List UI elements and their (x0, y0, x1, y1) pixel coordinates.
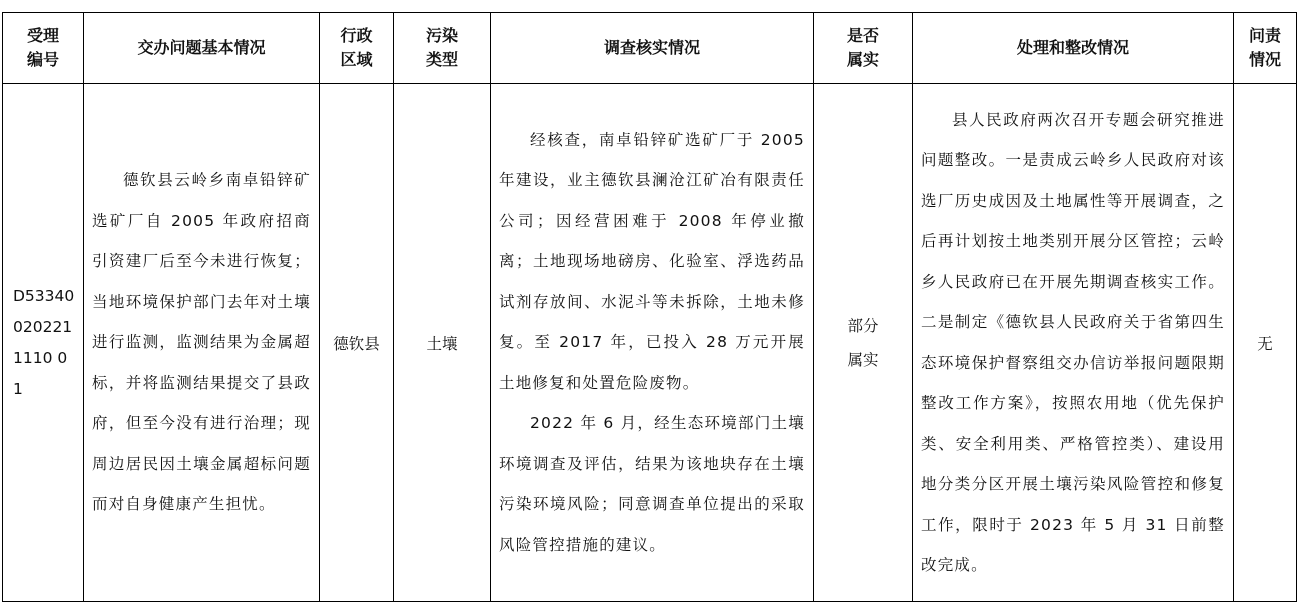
header-district: 行政 区域 (320, 13, 394, 84)
table-row (3, 84, 1297, 602)
petition-case-table-container (2, 12, 1296, 602)
header-is-true: 是否 属实 (814, 13, 913, 84)
header-row (3, 13, 1297, 84)
header-investigation: 调查核实情况 (491, 13, 814, 84)
cell-pollution-type (394, 84, 491, 602)
accountability-text: 无 (1257, 334, 1273, 353)
cell-district (320, 84, 394, 602)
header-problem: 交办问题基本情况 (84, 13, 320, 84)
cell-handling (913, 84, 1234, 602)
cell-problem (84, 84, 320, 602)
petition-case-table (2, 12, 1297, 602)
is-true-text: 部分 属实 (847, 316, 879, 369)
cell-accountability (1234, 84, 1297, 602)
header-handling: 处理和整改情况 (913, 13, 1234, 84)
problem-text: 德钦县云岭乡南卓铅锌矿选矿厂自 2005 年政府招商引资建厂后至今未进行恢复；当地环境保护部门去年对土壤进行监测，监测结果为金属超标，并将监测结果提交了县政府，但至今没有进行治理；现周边居民因土壤金属超标问题而对自身健康产生担忧。 (92, 171, 311, 514)
header-pollution-type: 污染 类型 (394, 13, 491, 84)
handling-text: 县人民政府两次召开专题会研究推进问题整改。一是责成云岭乡人民政府对该选厂历史成因及土地属性等开展调查，之后再计划按土地类别开展分区管控；云岭乡人民政府已在开展先期调查核实工作。二是制定《德钦县人民政府关于省第四生态环境保护督察组交办信访举报问题限期整改工作方案》，按照农用地（优先保护类、安全利用类、严格管控类）、建设用地分类分区开展土壤污染风险管控和修复工作，限时于 2023 年 5 月 31 日前整改完成。 (921, 110, 1225, 574)
district-text: 德钦县 (333, 334, 380, 353)
investigation-paragraph-1: 经核查，南卓铅锌矿选矿厂于 2005 年建设，业主德钦县澜沧江矿冶有限责任公司；因经营困难于 2008 年停业撤离；土地现场地磅房、化验室、浮选药品试剂存放间、水泥斗等未拆除，土地未修复。至 2017 年，已投入 28 万元开展土地修复和处置危险废物。 (499, 130, 805, 392)
header-accountability: 问责 情况 (1234, 13, 1297, 84)
cell-id (3, 84, 84, 602)
header-id: 受理 编号 (3, 13, 84, 84)
cell-is-true (814, 84, 913, 602)
pollution-type-text: 土壤 (426, 334, 458, 353)
case-id: D533400202211110 01 (13, 286, 75, 398)
investigation-paragraph-2: 2022 年 6 月，经生态环境部门土壤环境调查及评估，结果为该地块存在土壤污染环境风险；同意调查单位提出的采取风险管控措施的建议。 (499, 414, 805, 554)
cell-investigation (491, 84, 814, 602)
